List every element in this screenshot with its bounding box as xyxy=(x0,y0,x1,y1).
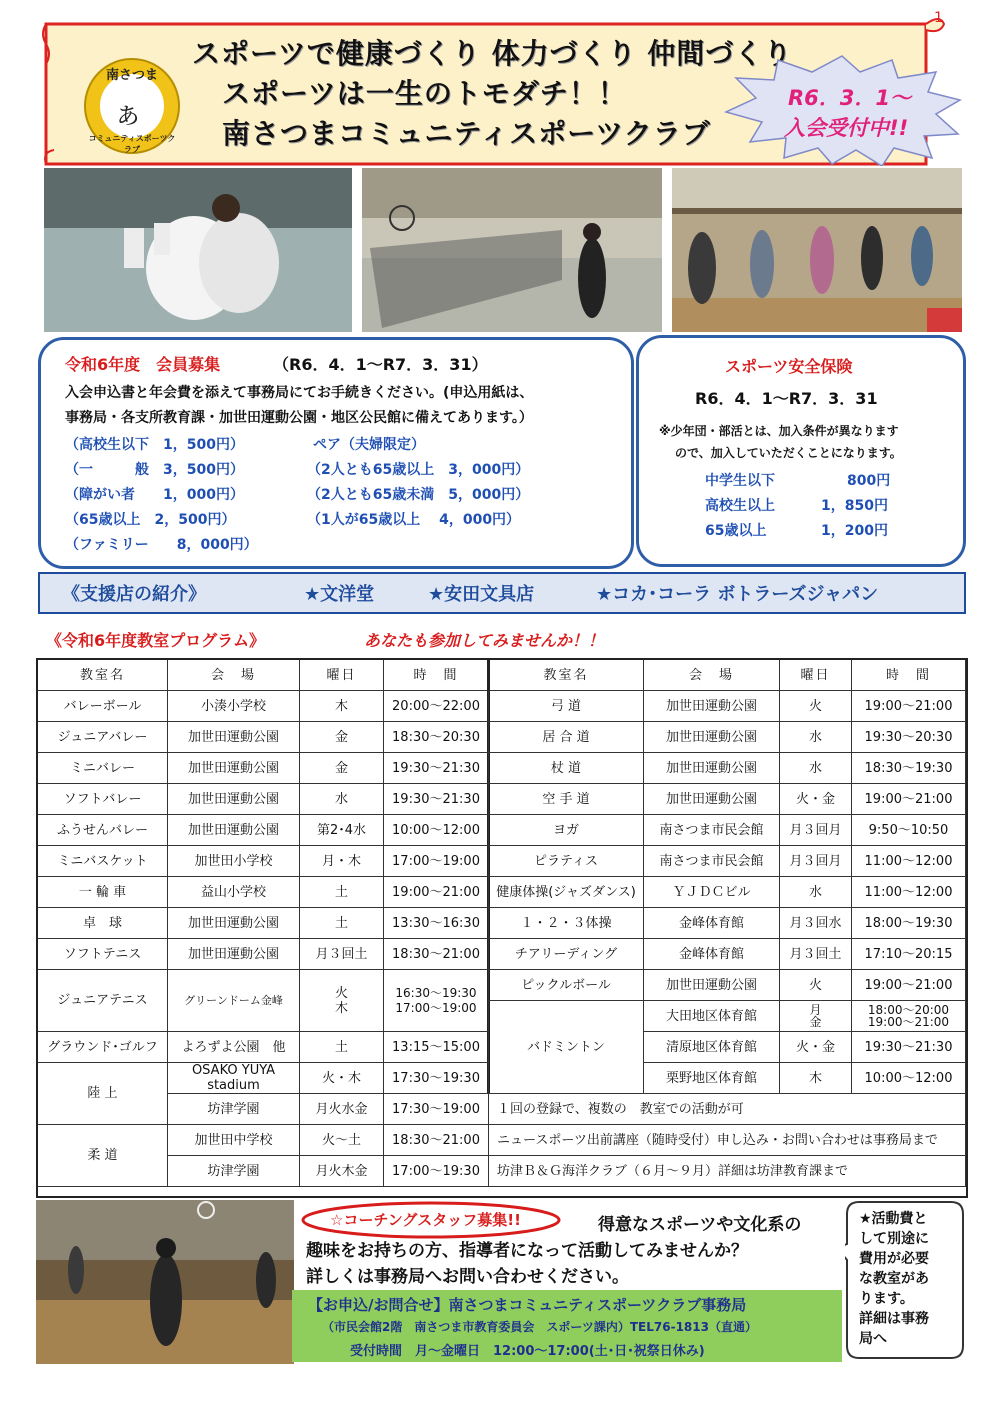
table-row-left-8-2: 月３回土 xyxy=(300,939,384,970)
table-athletics-1-2: 17:30～19:00 xyxy=(384,1094,489,1125)
table-ground-golf-3: 13:15～15:00 xyxy=(384,1032,489,1063)
table-ground-golf-0: グラウンド･ゴルフ xyxy=(38,1032,168,1063)
sponsor-bar xyxy=(38,572,966,614)
fee-family: （ファミリー 8，000円） xyxy=(65,537,258,553)
headline-1: スポーツで健康づくり 体力づくり 仲間づくり xyxy=(192,37,793,70)
table-row-right-3-2: 火・金 xyxy=(780,784,852,815)
insurance-box xyxy=(636,335,966,567)
table-row-right-7-1: 金峰体育館 xyxy=(644,908,780,939)
badminton-day-2: 金 xyxy=(809,1015,822,1029)
coach-text-3: 詳しくは事務局へお問い合わせください。 xyxy=(306,1267,629,1287)
table-row-right-5-0: ピラティス xyxy=(489,846,644,877)
insurance-note-1: ※少年団・部活とは、加入条件が異なります xyxy=(659,424,899,438)
table-row-left-0-2: 木 xyxy=(300,691,384,722)
table-row-right-0-2: 火 xyxy=(780,691,852,722)
pair-title: ペア（夫婦限定） xyxy=(313,437,425,453)
contact-address: （市民会館2階 南さつま市教育委員会 スポーツ課内）TEL76-1813（直通） xyxy=(322,1320,757,1334)
table-badminton-2-day: 木 xyxy=(780,1063,852,1094)
table-judo-0-2: 18:30～21:00 xyxy=(384,1125,489,1156)
junior-tennis-time-2: 17:00～19:00 xyxy=(395,1000,477,1015)
fee-senior: （65歳以上 2，500円） xyxy=(65,512,236,528)
coach-text-2: 趣味をお持ちの方、指導者になって活動してみませんか？ xyxy=(306,1241,748,1261)
table-row-left-3-1: 加世田運動公園 xyxy=(168,784,300,815)
table-row-left-5-1: 加世田小学校 xyxy=(168,846,300,877)
headline-2: スポーツは一生のトモダチ！！ xyxy=(222,77,627,110)
insurance-label-senior: 65歳以上 xyxy=(705,523,767,539)
table-row-right-7-3: 18:00～19:30 xyxy=(852,908,966,939)
table-row-right-2-0: 杖 道 xyxy=(489,753,644,784)
sponsor-cocacola: ★コカ･コーラ ボトラーズジャパン xyxy=(596,584,879,605)
table-junior-tennis-name: ジュニアテニス xyxy=(38,970,168,1032)
table-athletics-0-1: 火・木 xyxy=(300,1063,384,1094)
table-row-right-4-3: 9:50～10:50 xyxy=(852,815,966,846)
fee-disability: （障がい者 1，000円） xyxy=(65,487,244,503)
table-row-right-1-2: 水 xyxy=(780,722,852,753)
table-junior-tennis-times xyxy=(384,970,489,1032)
table-row-right-3-3: 19:00～21:00 xyxy=(852,784,966,815)
table-badminton-0-venue: 大田地区体育館 xyxy=(644,1001,780,1032)
table-note-2: 坊津Ｂ＆Ｇ海洋クラブ（６月～９月）詳細は坊津教育課まで xyxy=(489,1156,966,1187)
table-row-left-6-0: 一 輪 車 xyxy=(38,877,168,908)
headline-3: 南さつまコミュニティスポーツクラブ xyxy=(222,117,711,150)
table-row-left-3-3: 19:30～21:30 xyxy=(384,784,489,815)
table-athletics-1-0: 坊津学園 xyxy=(168,1094,300,1125)
insurance-value-junior: 800円 xyxy=(847,473,891,489)
table-row-left-3-0: ソフトバレー xyxy=(38,784,168,815)
table-row-left-1-0: ジュニアバレー xyxy=(38,722,168,753)
table-athletics-name: 陸 上 xyxy=(38,1063,168,1125)
contact-box xyxy=(292,1290,842,1362)
sponsor-yasuda: ★安田文具店 xyxy=(428,584,535,605)
table-row-left-4-0: ふうせんバレー xyxy=(38,815,168,846)
bubble-line-4: ります。 xyxy=(859,1291,914,1307)
table-row-right-6-2: 水 xyxy=(780,877,852,908)
table-row-left-4-3: 10:00～12:00 xyxy=(384,815,489,846)
insurance-period: R6．4．1～R7．3．31 xyxy=(695,389,878,408)
table-header-left-1: 会 場 xyxy=(168,660,300,691)
table-row-right-9-3: 19:00～21:00 xyxy=(852,970,966,1001)
membership-period: （R6．4．1～R7．3．31） xyxy=(273,355,488,374)
program-title: 《令和6年度教室プログラム》 xyxy=(46,631,265,650)
membership-desc-2: 事務局・各支所教育課・加世田運動公園・地区公民館に備えてあります。） xyxy=(65,410,533,426)
junior-tennis-time-1: 16:30～19:30 xyxy=(395,985,477,1000)
insurance-note-2: ので、加入していただくことになります。 xyxy=(675,446,902,460)
table-judo-1-1: 月火木金 xyxy=(300,1156,384,1187)
logo-bottom-text: コミュニティスポーツクラブ xyxy=(88,134,176,154)
table-badminton-2-time: 10:00～12:00 xyxy=(852,1063,966,1094)
table-row-right-6-0: 健康体操(ジャズダンス) xyxy=(489,877,644,908)
sponsor-label: 《支援店の紹介》 xyxy=(62,584,206,605)
fee-pair-both-senior: （2人とも65歳以上 3，000円） xyxy=(307,462,530,478)
table-row-left-4-2: 第2･4水 xyxy=(300,815,384,846)
table-row-left-3-2: 水 xyxy=(300,784,384,815)
dance-photo xyxy=(672,168,962,332)
table-row-right-0-3: 19:00～21:00 xyxy=(852,691,966,722)
bubble-line-2: 費用が必要 xyxy=(859,1251,929,1267)
coach-badge: ☆コーチングスタッフ募集!! xyxy=(330,1211,521,1229)
insurance-value-high: 1，850円 xyxy=(821,498,888,514)
insurance-label-high: 高校生以上 xyxy=(705,498,775,514)
table-badminton-1-venue: 清原地区体育館 xyxy=(644,1032,780,1063)
insurance-title: スポーツ安全保険 xyxy=(725,357,853,376)
table-row-right-4-1: 南さつま市民会館 xyxy=(644,815,780,846)
table-row-left-2-3: 19:30～21:30 xyxy=(384,753,489,784)
table-badminton-name: バドミントン xyxy=(489,1001,644,1094)
bubble-line-1: して別途に xyxy=(859,1231,929,1247)
table-row-right-3-0: 空 手 道 xyxy=(489,784,644,815)
table-note-0: １回の登録で、複数の 教室での活動が可 xyxy=(489,1094,966,1125)
table-row-right-9-1: 加世田運動公園 xyxy=(644,970,780,1001)
table-row-left-1-3: 18:30～20:30 xyxy=(384,722,489,753)
badminton-day-1: 月 xyxy=(809,1003,822,1017)
table-row-right-8-1: 金峰体育館 xyxy=(644,939,780,970)
table-row-right-2-1: 加世田運動公園 xyxy=(644,753,780,784)
fee-general: （一 般 3，500円） xyxy=(65,462,244,478)
table-judo-name: 柔 道 xyxy=(38,1125,168,1187)
program-subtitle: あなたも参加してみませんか！！ xyxy=(364,631,605,650)
table-note-1: ニュースポーツ出前講座（随時受付）申し込み・お問い合わせは事務局まで xyxy=(489,1125,966,1156)
tennis-photo xyxy=(362,168,662,332)
coach-text-1: 得意なスポーツや文化系の xyxy=(598,1215,802,1235)
insurance-value-senior: 1，200円 xyxy=(821,523,888,539)
table-row-right-6-3: 11:00～12:00 xyxy=(852,877,966,908)
bubble-line-5: 詳細は事務 xyxy=(859,1311,929,1327)
table-row-left-8-1: 加世田運動公園 xyxy=(168,939,300,970)
junior-tennis-day-2: 木 xyxy=(334,1000,348,1016)
table-row-right-8-2: 月３回土 xyxy=(780,939,852,970)
table-header-right-1: 会 場 xyxy=(644,660,780,691)
logo-top-text: 南さつま xyxy=(105,68,158,83)
table-row-left-0-1: 小湊小学校 xyxy=(168,691,300,722)
table-row-right-0-1: 加世田運動公園 xyxy=(644,691,780,722)
table-athletics-0-2: 17:30～19:30 xyxy=(384,1063,489,1094)
table-badminton-0-days xyxy=(780,1001,852,1032)
table-row-left-6-2: 土 xyxy=(300,877,384,908)
table-header-left-0: 教室名 xyxy=(38,660,168,691)
table-row-right-7-0: １・２・３体操 xyxy=(489,908,644,939)
table-row-right-0-0: 弓 道 xyxy=(489,691,644,722)
contact-title: 【お申込/お問合せ】南さつまコミュニティスポーツクラブ事務局 xyxy=(308,1296,747,1314)
table-row-left-5-0: ミニバスケット xyxy=(38,846,168,877)
table-row-right-5-2: 月３回月 xyxy=(780,846,852,877)
fee-note-bubble xyxy=(845,1200,965,1360)
table-row-left-0-0: バレーボール xyxy=(38,691,168,722)
table-row-right-8-3: 17:10～20:15 xyxy=(852,939,966,970)
table-row-left-2-1: 加世田運動公園 xyxy=(168,753,300,784)
membership-desc-1: 入会申込書と年会費を添えて事務局にてお手続きください。(申込用紙は、 xyxy=(65,385,534,401)
table-badminton-1-time: 19:30～21:30 xyxy=(852,1032,966,1063)
club-logo xyxy=(84,58,180,154)
table-athletics-0-0: OSAKO YUYA stadium xyxy=(168,1063,300,1094)
table-row-left-7-0: 卓 球 xyxy=(38,908,168,939)
table-row-right-2-3: 18:30～19:30 xyxy=(852,753,966,784)
table-row-left-7-2: 土 xyxy=(300,908,384,939)
burst-open: 入会受付中!! xyxy=(784,116,909,140)
table-row-left-2-2: 金 xyxy=(300,753,384,784)
table-row-right-7-2: 月３回水 xyxy=(780,908,852,939)
table-row-left-7-3: 13:30～16:30 xyxy=(384,908,489,939)
table-row-left-7-1: 加世田運動公園 xyxy=(168,908,300,939)
bubble-line-3: な教室があ xyxy=(859,1271,929,1287)
table-row-right-5-3: 11:00～12:00 xyxy=(852,846,966,877)
table-athletics-1-1: 月火水金 xyxy=(300,1094,384,1125)
table-judo-0-0: 加世田中学校 xyxy=(168,1125,300,1156)
table-row-left-5-3: 17:00～19:00 xyxy=(384,846,489,877)
judo-photo xyxy=(44,168,352,332)
table-row-right-4-2: 月３回月 xyxy=(780,815,852,846)
table-badminton-2-venue: 栗野地区体育館 xyxy=(644,1063,780,1094)
table-row-left-1-2: 金 xyxy=(300,722,384,753)
insurance-label-junior: 中学生以下 xyxy=(705,473,775,489)
logo-mark: ぁ xyxy=(113,96,143,131)
registration-starburst xyxy=(722,54,962,166)
badminton-photo xyxy=(36,1200,294,1364)
table-row-left-5-2: 月・木 xyxy=(300,846,384,877)
sponsor-bunyodo: ★文洋堂 xyxy=(304,584,375,605)
page-number: 1 xyxy=(934,10,943,26)
program-table xyxy=(36,658,968,1198)
table-judo-0-1: 火～土 xyxy=(300,1125,384,1156)
junior-tennis-day-1: 火 xyxy=(334,985,348,1001)
table-row-left-1-1: 加世田運動公園 xyxy=(168,722,300,753)
table-header-left-3: 時 間 xyxy=(384,660,489,691)
table-row-right-9-2: 火 xyxy=(780,970,852,1001)
table-ground-golf-2: 土 xyxy=(300,1032,384,1063)
table-judo-1-2: 17:00～19:30 xyxy=(384,1156,489,1187)
table-row-left-6-1: 益山小学校 xyxy=(168,877,300,908)
table-row-right-2-2: 水 xyxy=(780,753,852,784)
table-row-left-8-0: ソフトテニス xyxy=(38,939,168,970)
table-row-right-8-0: チアリーディング xyxy=(489,939,644,970)
table-row-right-6-1: ＹＪＤＣビル xyxy=(644,877,780,908)
table-row-left-8-3: 18:30～21:00 xyxy=(384,939,489,970)
table-row-right-9-0: ピックルボール xyxy=(489,970,644,1001)
table-row-right-1-0: 居 合 道 xyxy=(489,722,644,753)
table-row-right-4-0: ヨガ xyxy=(489,815,644,846)
fee-high-school: （高校生以下 1，500円） xyxy=(65,437,244,453)
table-junior-tennis-venue: グリーンドーム金峰 xyxy=(168,970,300,1032)
table-row-left-0-3: 20:00～22:00 xyxy=(384,691,489,722)
table-badminton-0-times xyxy=(852,1001,966,1032)
table-judo-1-0: 坊津学園 xyxy=(168,1156,300,1187)
table-row-right-3-1: 加世田運動公園 xyxy=(644,784,780,815)
table-header-right-0: 教室名 xyxy=(489,660,644,691)
table-junior-tennis-days xyxy=(300,970,384,1032)
table-ground-golf-1: よろずよ公園 他 xyxy=(168,1032,300,1063)
membership-title: 令和6年度 会員募集 xyxy=(65,355,221,374)
badminton-time-1: 18:00～20:00 xyxy=(867,1003,950,1017)
table-row-right-1-3: 19:30～20:30 xyxy=(852,722,966,753)
table-badminton-1-day: 火・金 xyxy=(780,1032,852,1063)
bubble-line-6: 局へ xyxy=(859,1331,887,1347)
membership-box xyxy=(38,337,634,569)
table-row-left-6-3: 19:00～21:00 xyxy=(384,877,489,908)
table-row-right-5-1: 南さつま市民会館 xyxy=(644,846,780,877)
fee-pair-one-senior: （1人が65歳以上 4，000円） xyxy=(307,512,521,528)
table-header-left-2: 曜日 xyxy=(300,660,384,691)
table-header-right-3: 時 間 xyxy=(852,660,966,691)
table-row-left-4-1: 加世田運動公園 xyxy=(168,815,300,846)
table-row-left-2-0: ミニバレー xyxy=(38,753,168,784)
bubble-line-0: ★活動費と xyxy=(859,1211,928,1227)
burst-date: R6．3．1～ xyxy=(788,86,912,110)
contact-hours: 受付時間 月～金曜日 12:00～17:00(土･日･祝祭日休み) xyxy=(350,1344,705,1359)
table-row-right-1-1: 加世田運動公園 xyxy=(644,722,780,753)
table-header-right-2: 曜日 xyxy=(780,660,852,691)
fee-pair-both-under: （2人とも65歳未満 5，000円） xyxy=(307,487,530,503)
badminton-time-2: 19:00～21:00 xyxy=(867,1015,950,1029)
